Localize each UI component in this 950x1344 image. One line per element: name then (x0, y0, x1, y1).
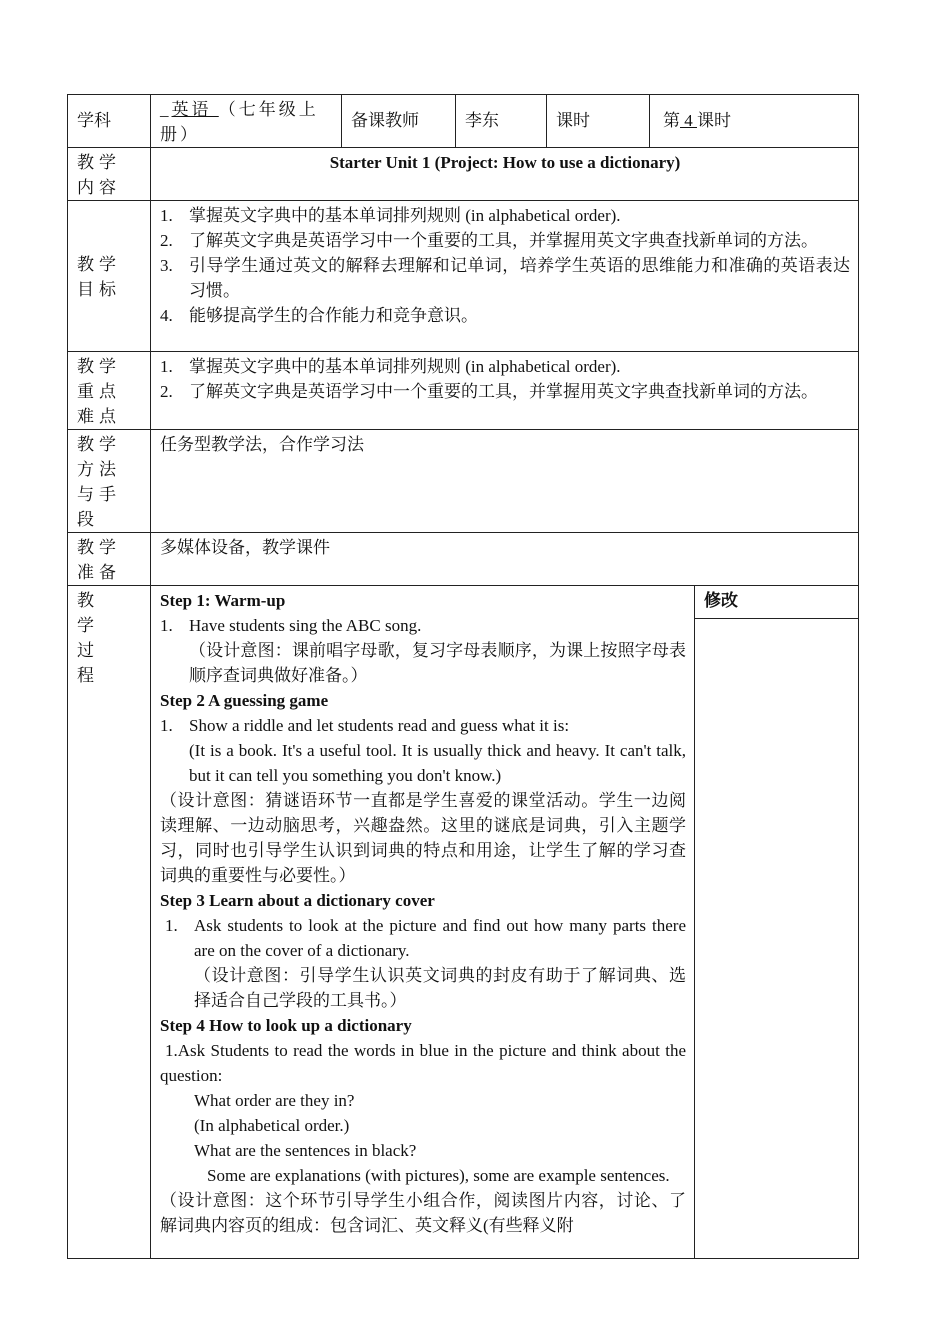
revise-label: 修改 (695, 586, 858, 619)
step4-title: Step 4 How to look up a dictionary (160, 1016, 412, 1035)
period-suffix: 课时 (697, 111, 731, 130)
lesson-plan-table (67, 94, 859, 1259)
process-label (68, 586, 151, 1259)
objective-number: 1. (160, 206, 173, 225)
step3-item (160, 913, 686, 963)
step3-title: Step 3 Learn about a dictionary cover (160, 891, 435, 910)
methods-row (68, 430, 859, 533)
step2-design: （设计意图：猜谜语环节一直都是学生喜爱的课堂活动。学生一边阅读理解、一边动脑思考，兴趣盎然。这里的谜底是词典，引入主题学习，同时也引导学生认识到词典的特点和用途，让学生了解的学习查词典的重要性与必要性。） (160, 791, 686, 885)
objectives-cell (151, 201, 859, 352)
methods-label: 教学方法与手段 (68, 430, 151, 533)
step1-design: （设计意图：课前唱字母歌，复习字母表顺序，为课上按照字母表顺序查词典做好准备。） (189, 641, 686, 685)
step3-item-text: Ask students to look at the picture and find out how many parts there are on the cover of a dictionary. (194, 916, 686, 960)
subject-grade: （七年级上册） (160, 100, 319, 144)
step4-question-1: What order are they in? (194, 1091, 355, 1110)
key-point-text: 了解英文字典是英语学习中一个重要的工具，并掌握用英文字典查找新单词的方法。 (189, 382, 818, 401)
objectives-label: 教学目标 (68, 201, 151, 352)
key-point-item (160, 354, 850, 379)
subject-label: 学科 (68, 95, 151, 148)
step4-question-2: What are the sentences in black? (194, 1141, 417, 1160)
period-label: 课时 (547, 95, 650, 148)
key-points-cell (151, 352, 859, 430)
step3-item-number: 1. (165, 916, 178, 935)
subject-value: 英语 (171, 100, 219, 119)
step2-item (160, 713, 686, 738)
methods-value: 任务型教学法，合作学习法 (151, 430, 859, 533)
preparation-value: 多媒体设备，教学课件 (151, 533, 859, 586)
key-points-row (68, 352, 859, 430)
content-row (68, 148, 859, 201)
step4-design: （设计意图：这个环节引导学生小组合作，阅读图片内容，讨论、了解词典内容页的组成：包含词汇、英文释义(有些释义附 (160, 1191, 686, 1235)
step2-riddle: (It is a book. It's a useful tool. It is usually thick and heavy. It can't talk, but it can tell you something you don't know.) (189, 741, 686, 785)
objective-text: 能够提高学生的合作能力和竞争意识。 (189, 306, 478, 325)
process-row (68, 586, 859, 1259)
period-number: 4 (680, 111, 697, 130)
key-points-list (160, 354, 850, 404)
objectives-row (68, 201, 859, 352)
objective-item (160, 303, 850, 328)
subject-prefix: _ (160, 100, 172, 119)
teacher-label: 备课教师 (342, 95, 456, 148)
step1-item (160, 613, 686, 638)
objective-text: 了解英文字典是英语学习中一个重要的工具，并掌握用英文字典查找新单词的方法。 (189, 231, 818, 250)
process-label-char: 程 (77, 666, 94, 685)
objective-item (160, 228, 850, 253)
step1-item-text: Have students sing the ABC song. (189, 616, 422, 635)
objective-text: 引导学生通过英文的解释去理解和记单词，培养学生英语的思维能力和准确的英语表达习惯。 (189, 256, 850, 300)
key-point-number: 1. (160, 357, 173, 376)
process-label-char: 教 (77, 591, 94, 610)
preparation-row (68, 533, 859, 586)
objective-number: 3. (160, 256, 173, 275)
key-point-text: 掌握英文字典中的基本单词排列规则 (in alphabetical order). (189, 357, 621, 376)
period-cell (650, 95, 859, 148)
step4-intro: 1.Ask Students to read the words in blue in the picture and think about the question: (160, 1041, 686, 1085)
content-label: 教学内容 (68, 148, 151, 201)
objective-item (160, 203, 850, 228)
process-label-char: 学 (77, 616, 94, 635)
step1-title: Step 1: Warm-up (160, 591, 286, 610)
period-prefix: 第 (663, 111, 680, 130)
teacher-name: 李东 (456, 95, 547, 148)
objectives-list (160, 203, 850, 328)
objective-number: 2. (160, 231, 173, 250)
step1-item-number: 1. (160, 616, 173, 635)
step3-design: （设计意图：引导学生认识英文词典的封皮有助于了解词典、选择适合自己学段的工具书。） (194, 966, 686, 1010)
step4-answer-2: Some are explanations (with pictures), some are example sentences. (207, 1166, 670, 1185)
header-row (68, 95, 859, 148)
key-point-item (160, 379, 850, 404)
step2-item-number: 1. (160, 716, 173, 735)
content-value: Starter Unit 1 (Project: How to use a dictionary) (151, 148, 859, 201)
preparation-label: 教学准备 (68, 533, 151, 586)
step4-answer-1: (In alphabetical order.) (194, 1116, 350, 1135)
key-point-number: 2. (160, 382, 173, 401)
key-points-label: 教学重点难点 (68, 352, 151, 430)
objective-item (160, 253, 850, 303)
objective-text: 掌握英文字典中的基本单词排列规则 (in alphabetical order). (189, 206, 621, 225)
revise-column (695, 586, 859, 1259)
subject-cell (151, 95, 342, 148)
step2-title: Step 2 A guessing game (160, 691, 329, 710)
objective-number: 4. (160, 306, 173, 325)
process-content (151, 586, 695, 1259)
step2-item-text: Show a riddle and let students read and guess what it is: (189, 716, 570, 735)
process-label-char: 过 (77, 641, 94, 660)
